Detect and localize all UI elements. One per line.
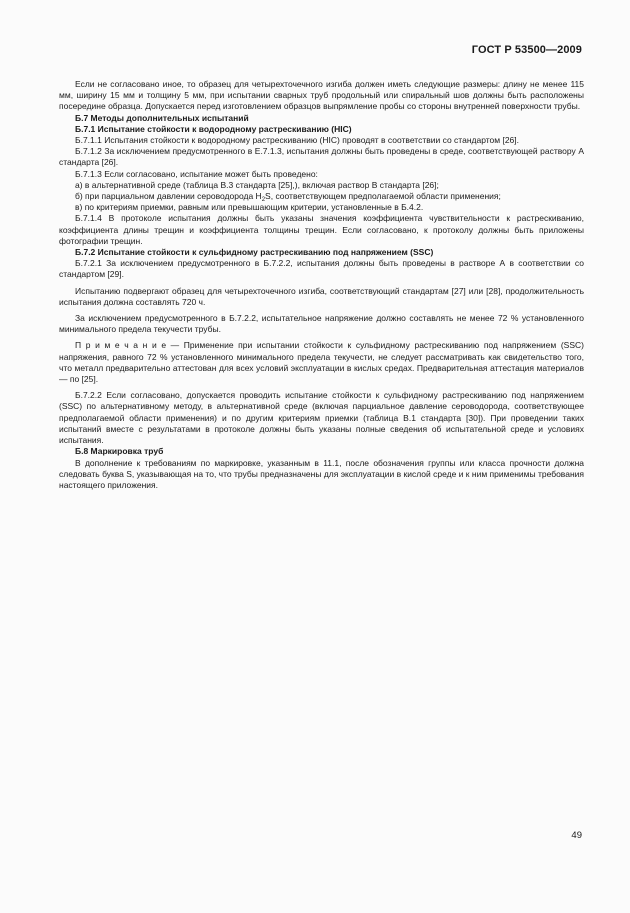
- section-heading-b72: Б.7.2 Испытание стойкости к сульфидному растрескиванию под напряжением (SSC): [75, 247, 434, 258]
- paragraph-b713: Б.7.1.3 Если согласовано, испытание может быть проведено:: [75, 168, 318, 179]
- page-number: 49: [571, 830, 582, 841]
- paragraph-b722: Б.7.2.2 Если согласовано, допускается проводить испытание стойкости к сульфидному растрескиванию под напряжением (SSC) по альтернативному методу, в альтернативной среде (включая парциальное давление сероводорода, соответствующее предполагаемой области применения) и по другим критериям приемки (таблица В.1 стандарта [30]). При проведении таких испытаний вместе с результатами в протоколе должны быть указаны полные сведения об испытательной среде и условиях испытания.: [59, 390, 584, 446]
- section-heading-b7: Б.7 Методы дополнительных испытаний: [75, 112, 249, 123]
- document-body: [59, 79, 584, 491]
- note-label: П р и м е ч а н и е: [75, 340, 167, 351]
- subscript-2: 2: [261, 197, 266, 204]
- paragraph-b8: В дополнение к требованиям по маркировке, указанным в 11.1, после обозначения группы или класса прочности должна следовать буква S, указывающая на то, что трубы предназначены для эксплуатации в кислой среде и к ним применимы требования настоящего приложения.: [59, 457, 584, 490]
- paragraph-b721: Б.7.2.1 За исключением предусмотренного в Б.7.2.2, испытания должны быть проведены в растворе А в соответствии со стандартом [29].: [59, 258, 584, 280]
- list-item-b: [59, 191, 584, 202]
- paragraph-test-stress: За исключением предусмотренного в Б.7.2.2, испытательное напряжение должно составлять не менее 72 % установленного минимального предела текучести трубы.: [59, 313, 584, 335]
- note: [59, 340, 584, 385]
- paragraph-bend-specimen: Испытанию подвергают образец для четырехточечного изгиба, соответствующий стандартам [27] или [28], продолжительность испытания должна составлять 720 ч.: [59, 285, 584, 307]
- list-item-a: а) в альтернативной среде (таблица В.3 стандарта [25],), включая раствор В стандарта [26];: [75, 179, 439, 190]
- list-item-b-start: б) при парциальном давлении сероводорода H: [75, 191, 262, 202]
- intro-paragraph: Если не согласовано иное, то образец для четырехточечного изгиба должен иметь следующие размеры: длину не менее 115 мм, ширину 15 мм и толщину 5 мм, при испытании сварных труб продольный или спиральный шов должны быть расположены посередине образца. Допускается перед изготовлением образцов выпрямление пробы со стороны внутренней поверхности трубы.: [59, 79, 584, 112]
- list-item-b-end: S, соответствующем предполагаемой области применения;: [265, 191, 501, 202]
- paragraph-b712: Б.7.1.2 За исключением предусмотренного в Е.7.1.3, испытания должны быть проведены в среде, соответствующей раствору А стандарта [26].: [59, 146, 584, 168]
- list-item-c: в) по критериям приемки, равным или превышающим критерии, установленные в Б.4.2.: [75, 202, 424, 213]
- paragraph-b711: Б.7.1.1 Испытания стойкости к водородному растрескиванию (HIC) проводят в соответствии со стандартом [26].: [75, 135, 520, 146]
- paragraph-b714: Б.7.1.4 В протоколе испытания должны быть указаны значения коэффициента чувствительности к растрескиванию, коэффициента длины трещин и коэффициента толщины трещин. Если согласовано, к протоколу должны быть приложены фотографии трещин.: [59, 213, 584, 246]
- section-heading-b8: Б.8 Маркировка труб: [75, 446, 164, 457]
- note-text: — Применение при испытании стойкости к сульфидному растрескиванию под напряжением (SSC) напряжения, равного 72 % установленного минимального предела текучести, не следует рассматривать как свидетельство того, что металл предварительно аттестован для всех условий эксплуатации в кислых средах. Предварительная аттестация материалов — по [25].: [59, 340, 584, 385]
- standard-header: ГОСТ Р 53500—2009: [471, 44, 582, 56]
- section-heading-b71: Б.7.1 Испытание стойкости к водородному растрескиванию (HIC): [75, 123, 352, 134]
